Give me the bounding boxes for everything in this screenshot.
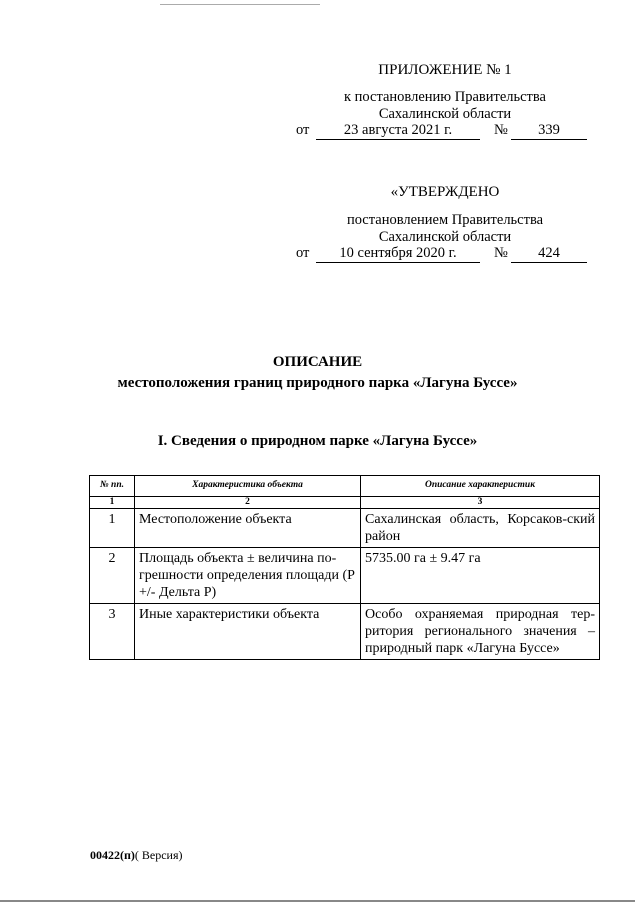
annex-title: ПРИЛОЖЕНИЕ № 1 xyxy=(378,62,512,78)
column-number: 1 xyxy=(90,497,135,509)
section-heading: I. Сведения о природном парке «Лагуна Буссе» xyxy=(157,433,478,449)
row-description: Сахалинская область, Корсаков-ский район xyxy=(361,509,600,548)
approved-line-2: Сахалинской области xyxy=(378,229,512,245)
annex-from-label: от xyxy=(296,122,310,138)
column-number: 2 xyxy=(135,497,361,509)
annex-line-2: Сахалинской области xyxy=(378,106,512,122)
column-number: 3 xyxy=(361,497,600,509)
column-number-row xyxy=(90,497,600,509)
row-description: 5735.00 га ± 9.47 га xyxy=(361,548,600,604)
approved-date: 10 сентября 2020 г. xyxy=(316,245,480,263)
document-title: ОПИСАНИЕ xyxy=(272,354,363,370)
annex-line-1: к постановлению Правительства xyxy=(344,89,546,105)
header-description: Описание характеристик xyxy=(361,476,600,497)
document-version: ( Версия) xyxy=(134,848,183,862)
approved-line-1: постановлением Правительства xyxy=(346,212,544,228)
scan-artifact-bottom xyxy=(0,900,635,902)
row-description: Особо охраняемая природная тер-ритория регионального значения – природный парк «Лагуна Буссе» xyxy=(361,604,600,660)
approved-block xyxy=(290,184,600,201)
document-code: 00422(п) xyxy=(90,848,135,862)
park-info-table xyxy=(89,475,600,660)
row-number: 3 xyxy=(90,604,135,660)
document-subtitle: местоположения границ природного парка «Лагуна Буссе» xyxy=(117,375,518,391)
row-number: 1 xyxy=(90,509,135,548)
row-characteristic: Иные характеристики объекта xyxy=(135,604,361,660)
table-row xyxy=(90,509,600,548)
approved-number: 424 xyxy=(511,245,587,263)
approved-number-label: № xyxy=(494,245,508,261)
document-footer xyxy=(90,848,183,863)
table-row xyxy=(90,604,600,660)
approved-from-label: от xyxy=(296,245,310,261)
row-characteristic: Местоположение объекта xyxy=(135,509,361,548)
annex-number: 339 xyxy=(511,122,587,140)
annex-block xyxy=(290,62,600,79)
annex-date: 23 августа 2021 г. xyxy=(316,122,480,140)
header-characteristic: Характеристика объекта xyxy=(135,476,361,497)
table-row xyxy=(90,548,600,604)
row-number: 2 xyxy=(90,548,135,604)
row-characteristic: Площадь объекта ± величина по-грешности определения площади (Р +/- Дельта Р) xyxy=(135,548,361,604)
table-header-row xyxy=(90,476,600,497)
annex-number-label: № xyxy=(494,122,508,138)
approved-reference xyxy=(290,212,600,246)
annex-reference xyxy=(290,89,600,123)
scan-artifact-top xyxy=(160,4,320,5)
approved-title: «УТВЕРЖДЕНО xyxy=(390,184,500,200)
header-number: № пп. xyxy=(90,476,135,497)
